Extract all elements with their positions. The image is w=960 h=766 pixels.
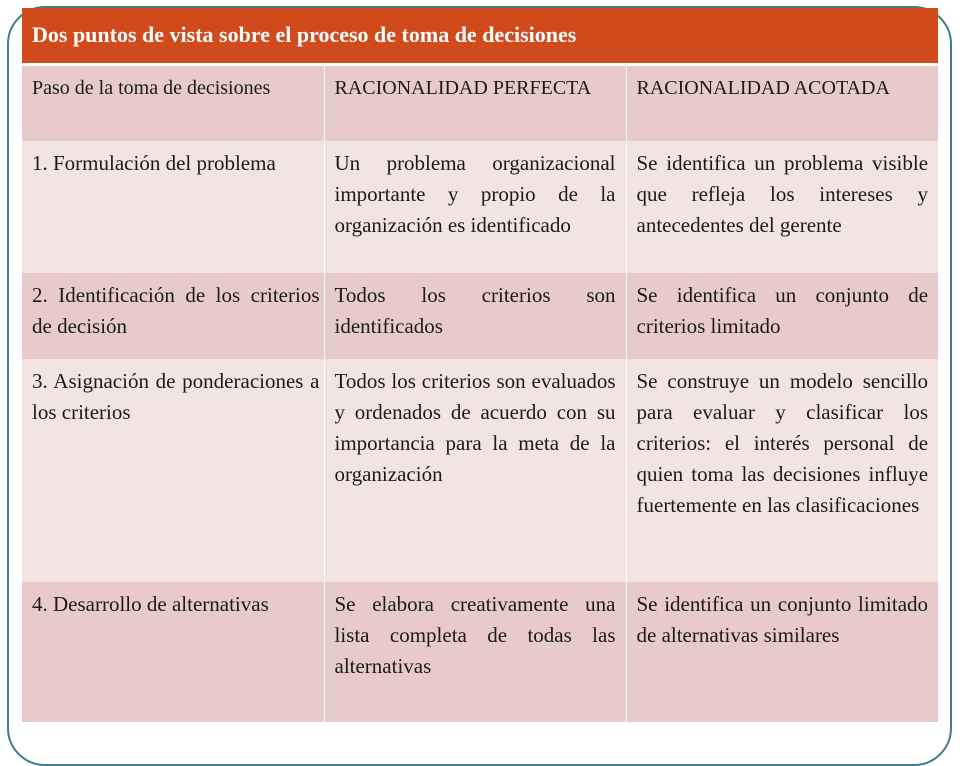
header-step: Paso de la toma de decisiones xyxy=(22,64,324,141)
row-perfect: Se elabora creativamente una lista completa de todas las alternativas xyxy=(324,582,626,722)
table-header-row xyxy=(22,64,938,141)
row-perfect: Un problema organizacional importante y propio de la organización es identificado xyxy=(324,141,626,273)
table-row xyxy=(22,273,938,359)
header-perfect-rationality: RACIONALIDAD PERFECTA xyxy=(324,64,626,141)
row-perfect: Todos los criterios son identificados xyxy=(324,273,626,359)
table-title: Dos puntos de vista sobre el proceso de toma de decisiones xyxy=(22,8,938,64)
row-step: 3. Asignación de ponderaciones a los criterios xyxy=(22,359,324,582)
row-step: 4. Desarrollo de alternativas xyxy=(22,582,324,722)
table-row xyxy=(22,141,938,273)
row-bounded: Se identifica un conjunto de criterios limitado xyxy=(626,273,938,359)
row-perfect: Todos los criterios son evaluados y ordenados de acuerdo con su importancia para la meta de la organización xyxy=(324,359,626,582)
table-row xyxy=(22,582,938,722)
row-bounded: Se identifica un conjunto limitado de alternativas similares xyxy=(626,582,938,722)
row-bounded: Se construye un modelo sencillo para evaluar y clasificar los criterios: el interés personal de quien toma las decisiones influye fuertemente en las clasificaciones xyxy=(626,359,938,582)
row-step: 1. Formulación del problema xyxy=(22,141,324,273)
row-step: 2. Identificación de los criterios de decisión xyxy=(22,273,324,359)
decision-comparison-table xyxy=(22,8,938,722)
row-bounded: Se identifica un problema visible que refleja los intereses y antecedentes del gerente xyxy=(626,141,938,273)
table-title-row xyxy=(22,8,938,64)
table-row xyxy=(22,359,938,582)
header-bounded-rationality: RACIONALIDAD ACOTADA xyxy=(626,64,938,141)
